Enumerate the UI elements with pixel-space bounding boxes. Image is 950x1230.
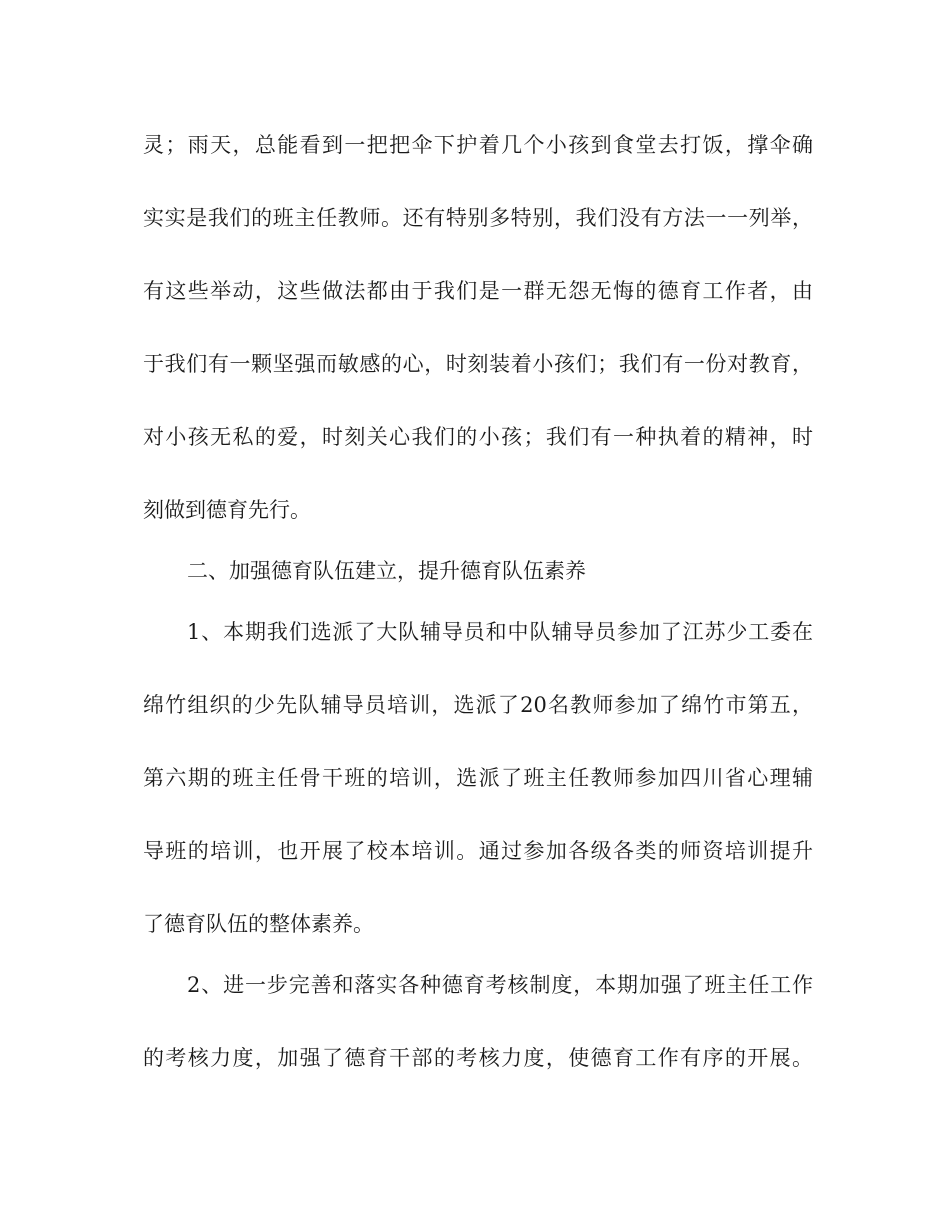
paragraph-line-2: 实实是我们的班主任教师。还有特别多特别，我们没有方法一一列举， [143,206,813,230]
paragraph-line-9: 绵竹组织的少先队辅导员培训，选派了20名教师参加了绵竹市第五， [143,693,813,717]
paragraph-line-5: 对小孩无私的爱，时刻关心我们的小孩；我们有一种执着的精神，时 [143,425,813,449]
paragraph-line-6: 刻做到德育先行。 [143,498,311,522]
paragraph-line-14: 的考核力度，加强了德育干部的考核力度，使德育工作有序的开展。 [143,1046,813,1070]
section-heading: 二、加强德育队伍建立，提升德育队伍素养 [187,559,586,583]
paragraph-line-12: 了德育队伍的整体素养。 [143,912,374,936]
paragraph-line-13: 2、进一步完善和落实各种德育考核制度，本期加强了班主任工作 [187,973,813,997]
paragraph-line-3: 有这些举动，这些做法都由于我们是一群无怨无悔的德育工作者，由 [143,279,813,303]
paragraph-line-8: 1、本期我们选派了大队辅导员和中队辅导员参加了江苏少工委在 [187,620,813,644]
paragraph-line-11: 导班的培训，也开展了校本培训。通过参加各级各类的师资培训提升 [143,839,813,863]
paragraph-line-1: 灵；雨天，总能看到一把把伞下护着几个小孩到食堂去打饭，撑伞确 [143,133,813,157]
paragraph-line-4: 于我们有一颗坚强而敏感的心，时刻装着小孩们；我们有一份对教育， [143,352,813,376]
paragraph-line-10: 第六期的班主任骨干班的培训，选派了班主任教师参加四川省心理辅 [143,766,813,790]
